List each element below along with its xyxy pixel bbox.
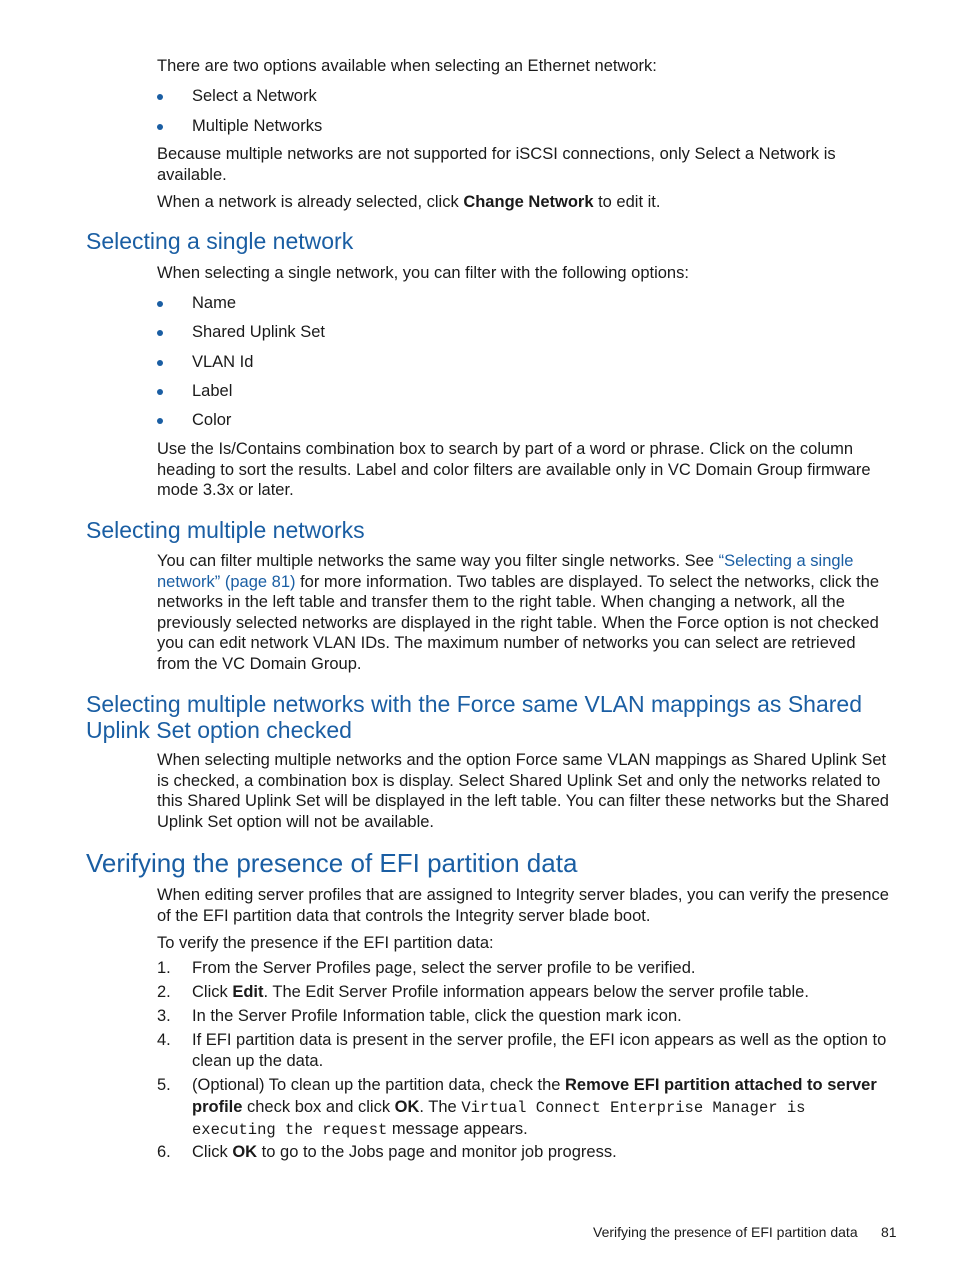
section-heading: Selecting a single network [86,228,354,254]
list-item-text: Label [192,382,233,400]
list-item-text: VLAN Id [192,353,254,371]
intro-paragraph: There are two options available when selecting an Ethernet network: [157,57,657,75]
ui-term: OK [232,1143,258,1161]
text: Click [192,1143,233,1161]
text: Click [192,983,233,1001]
bullet-icon [157,389,163,395]
bullet-icon [157,360,163,366]
force-paragraph: When selecting multiple networks and the option Force same VLAN mappings as Shared Uplink Set is checked, a combination box is display. Select Shared Uplink Set and only the networks related to this Shared Uplink Set will be displayed in the left table. You can filter these networks but the Shared Uplink Set option will not be available. [157,751,889,831]
efi-procedure-intro: To verify the presence if the EFI partition data: [157,934,494,952]
section-heading: Selecting multiple networks [86,517,365,543]
change-network-note [157,192,897,213]
step-number: 6. [157,1143,171,1161]
text: to go to the Jobs page and monitor job progress. [257,1143,617,1161]
iscsi-note: Because multiple networks are not supported for iSCSI connections, only Select a Network is available. [157,145,836,184]
ui-term: OK [394,1097,420,1116]
step-text [192,1075,897,1142]
bullet-icon [157,301,163,307]
text: check box and click [242,1097,395,1116]
bullet-icon [157,94,163,100]
list-item-text: Multiple Networks [192,117,323,135]
step-number: 1. [157,959,171,977]
single-details: Use the Is/Contains combination box to search by part of a word or phrase. Click on the column heading to sort the results. Label and color filters are available only in VC Domain Group firmware mode 3.3x or later. [157,440,871,499]
text: You can filter multiple networks the same way you filter single networks. See [157,552,719,570]
text: message appears. [387,1120,528,1138]
step-number: 3. [157,1007,171,1025]
step-text: In the Server Profile Information table, click the question mark icon. [192,1007,682,1025]
multiple-paragraph [157,551,892,674]
chapter-heading: Verifying the presence of EFI partition data [86,848,578,878]
step-text: If EFI partition data is present in the server profile, the EFI icon appears as well as the option to clean up the data. [192,1031,887,1070]
text: (Optional) To clean up the partition data, check the [192,1076,566,1094]
list-item-text: Color [192,411,232,429]
step-number: 4. [157,1031,171,1049]
ui-term: Edit [232,983,264,1001]
message-text: Virtual Connect Enterprise Manager is executing the request [192,1098,806,1139]
single-intro: When selecting a single network, you can filter with the following options: [157,264,689,282]
step-text: From the Server Profiles page, select the server profile to be verified. [192,959,696,977]
text: to edit it. [593,193,661,211]
list-item-text: Name [192,294,237,312]
text: for more information. Two tables are displayed. To select the networks, click the networks in the left table and transfer them to the right table. When changing a network, all the previously selected networks are displayed in the right table. When the Force option is not checked you can edit network VLAN IDs. The maximum number of networks you can select are retrieved from the VC Domain Group. [157,572,880,673]
efi-intro: When editing server profiles that are assigned to Integrity server blades, you can verify the presence of the EFI partition data that controls the Integrity server blade boot. [157,886,889,925]
bullet-icon [157,124,163,130]
bullet-icon [157,330,163,336]
section-heading: Selecting multiple networks with the Force same VLAN mappings as Shared Uplink Set option checked [86,691,862,743]
list-item-text: Select a Network [192,87,317,105]
ui-term: Remove EFI partition attached to server profile [192,1076,877,1116]
bullet-icon [157,418,163,424]
text: . The Edit Server Profile information appears below the server profile table. [263,983,809,1001]
step-number: 2. [157,983,171,1001]
step-number: 5. [157,1076,171,1094]
list-item-text: Shared Uplink Set [192,323,325,341]
text: When a network is already selected, click [157,193,464,211]
step-text [192,1142,897,1163]
footer-title: Verifying the presence of EFI partition data [593,1224,858,1240]
cross-reference-link[interactable]: “Selecting a single network” (page 81) [157,552,854,591]
ui-term: Change Network [463,193,594,211]
text: . The [419,1097,462,1116]
page-number: 81 [881,1224,897,1240]
step-text [192,982,897,1003]
